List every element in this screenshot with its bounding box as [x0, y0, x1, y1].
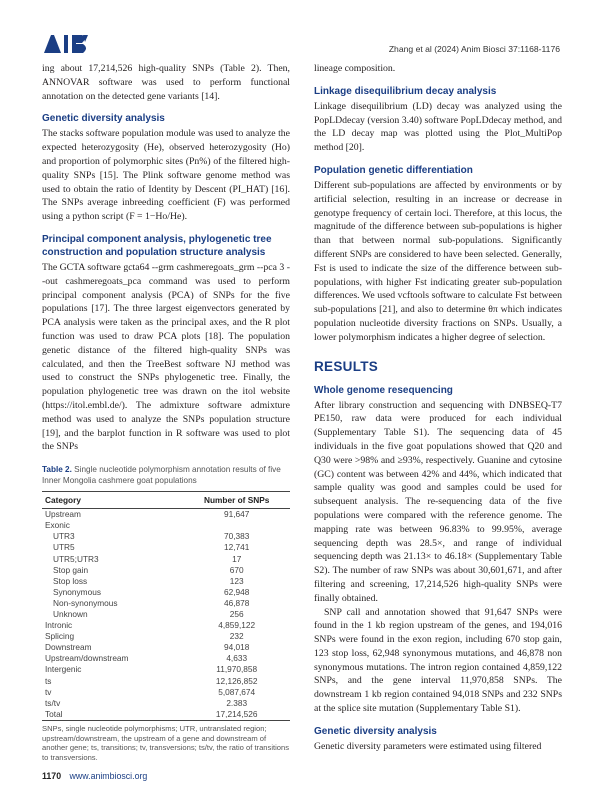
table-caption [42, 465, 290, 486]
ld-decay-paragraph: Linkage disequilibrium (LD) decay was analyzed using the PopLDdecay (version 3.40) software PopLDdecay method, and the LD decay map was plotted using the Plot_MultiPop method [20]. [314, 100, 563, 154]
table-cell-category: ts [45, 675, 52, 686]
table-row [42, 676, 290, 687]
pca-paragraph: The GCTA software gcta64 --grm cashmeregoats_grm --pca 3 --out cashmeregoats_pca command was used to perform principal component analysis (PCA) of SNPs for the five populations [17]. The three largest eigenvectors generated by PCA analysis were taken as the principal axes, and the R plot function was used to draw PCA plots [18]. The population genetic distance of the filtered high-quality SNPs was calculated, and then the TreeBest software NJ method was used to construct the SNPs phylogenetic tree. Finally, the population phylogenetic tree was drawn on the itol website (https://itol.embl.de/). The admixture software admixture method was used to analyze the SNPs population structure [19], and the barplot function in R software was used to plot the SNPs [42, 261, 290, 453]
table-cell-value: 70,383 [224, 531, 250, 542]
table-row [42, 664, 290, 675]
table-cell-category: Splicing [45, 631, 75, 642]
section-heading-pca: Principal component analysis, phylogenetic tree construction and population structure analysis [42, 233, 272, 258]
table-cell-category: Synonymous [53, 586, 101, 597]
table-cell-category: UTR5;UTR3 [53, 553, 99, 564]
table-row [42, 687, 290, 698]
section-heading-ld-decay: Linkage disequilibrium decay analysis [314, 85, 497, 97]
table-row [42, 709, 290, 721]
table-cell-value: 62,948 [224, 586, 250, 597]
table-row [42, 620, 290, 631]
column-header-number: Number of SNPs [180, 492, 290, 509]
table-cell-category: tv [45, 686, 52, 697]
page-number: 1170 [42, 771, 62, 781]
table-cell-value: 11,970,858 [216, 664, 258, 675]
table-row [42, 587, 290, 598]
page-footer [42, 771, 147, 781]
table-cell-category: Exonic [45, 520, 70, 531]
table-cell-value: 256 [229, 608, 244, 619]
table-cell-category: Upstream [45, 509, 81, 520]
table-cell-value: 12,126,852 [215, 675, 258, 686]
table-cell-value: 94,018 [224, 642, 250, 653]
table-cell-category: Unknown [53, 608, 88, 619]
resequencing-paragraph-1: After library construction and sequencing with DNBSEQ-T7 PE150, raw data were produced for each individual (Supplementary Table S1). The sequencing data of 45 individuals in the five goat populations showed that Q20 and Q30 were >98% and ≥93%, respectively. Guanine and cytosine (GC) content was between 42% and 44%, which indicated that sample quality was good and samples could be used for subsequent analysis. The re-sequencing data of the five populations were compared with the reference genome. The mapping rate was between 96.83% to 99.95%, average sequencing depth was 28.5×, and range of individual sequencing depth was 21.13× to 46.18× (Supplementary Table S2). The number of raw SNPs was about 30,601,671, and after filtering and screening, 17,214,526 high-quality SNPs were finally obtained. [314, 399, 562, 604]
article-citation: Zhang et al (2024) Anim Biosci 37:1168-1176 [388, 44, 560, 54]
table-cell-category: Total [42, 709, 180, 721]
table-cell-value: 123 [229, 575, 244, 586]
table-cell-value: 12,741 [224, 542, 250, 553]
section-heading-differentiation: Population genetic differentiation [314, 164, 473, 176]
table-row [42, 542, 290, 553]
table-cell-value: 17 [232, 553, 242, 564]
table-cell-value: 232 [229, 631, 244, 642]
table-body [42, 509, 290, 721]
table-row [42, 609, 290, 620]
table-row [42, 509, 290, 521]
table-cell-category: Non-synonymous [53, 597, 118, 608]
section-heading-genetic-diversity: Genetic diversity analysis [42, 113, 165, 125]
left-column [42, 62, 290, 762]
continuation-paragraph: lineage composition. [314, 63, 396, 74]
table-row [42, 631, 290, 642]
table-cell-value: 91,647 [224, 509, 250, 520]
right-column [314, 62, 562, 754]
table-row [42, 598, 290, 609]
table-row [42, 520, 290, 531]
table-cell-value: 670 [229, 564, 244, 575]
table-row [42, 565, 290, 576]
table-header-row [42, 492, 290, 509]
table-cell-value [180, 520, 290, 531]
snp-annotation-table [42, 491, 290, 721]
table-caption-text: Single nucleotide polymorphism annotation results of five Inner Mongolia cashmere goat populations [42, 465, 281, 485]
genetic-diversity-results-paragraph: Genetic diversity parameters were estimated using filtered [314, 740, 542, 752]
table-cell-value: 4,859,122 [218, 620, 256, 631]
table-cell-category: Upstream/downstream [45, 653, 129, 664]
table-row [42, 576, 290, 587]
table-row [42, 698, 290, 709]
table-row [42, 554, 290, 565]
table-cell-value: 2.383 [226, 697, 248, 708]
table-cell-value: 5,087,674 [218, 686, 256, 697]
differentiation-paragraph: Different sub-populations are affected by environments or by artificial selection, resulting in an increase or decrease in genotype frequency of certain loci. Therefore, at this locus, the magnitude of the difference between sub-populations is higher than that between normal sub-populations. Significantly different SNPs are considered to have been selected. Generally, Fst is used to indicate the size of the difference between sub-populations, with higher Fst indicating greater sub-population differences. We used vcftools software to calculate Fst between sub-populations [21], and also to determine θπ which indicates population nucleotide diversity fractions on SNPs. Usually, a lower polymorphism indicates a higher degree of selection. [314, 179, 562, 343]
table-row [42, 653, 290, 664]
table-cell-category: UTR5 [53, 542, 75, 553]
table-cell-category: UTR3 [53, 531, 75, 542]
resequencing-paragraph-2: SNP call and annotation showed that 91,647 SNPs were found in the 1 kb region upstream of the genes, and 194,016 SNPs were found in the exon region, including 670 stop gain, 123 stop loss, 62,948 synonymous mutations, and 46,878 non synonymous mutations. The intron region contained 4,859,122 SNPs, and the gene interval 11,970,858 SNPs. The downstream 1 kb region contained 94,018 SNPs and 232 SNPs at the splice site mutation (Supplementary Table S1). [314, 606, 562, 715]
table-row [42, 531, 290, 542]
table-cell-category: Stop loss [53, 575, 88, 586]
table-row [42, 642, 290, 653]
table-label: Table 2. [42, 465, 72, 475]
section-heading-resequencing: Whole genome resequencing [314, 384, 453, 396]
intro-paragraph: ing about 17,214,526 high-quality SNPs (Table 2). Then, ANNOVAR software was used to perform functional annotation on the detected gene variants [14]. [42, 63, 290, 102]
table-cell-category: Downstream [45, 642, 92, 653]
table-cell-value: 17,214,526 [180, 709, 290, 721]
table-cell-category: Intronic [45, 620, 73, 631]
results-heading: RESULTS [314, 358, 379, 374]
table-cell-category: Intergenic [45, 664, 82, 675]
table-cell-category: Stop gain [53, 564, 89, 575]
table-cell-value: 46,878 [224, 597, 250, 608]
column-header-category: Category [42, 492, 180, 509]
table-cell-category: ts/tv [45, 697, 61, 708]
section-heading-genetic-diversity-results: Genetic diversity analysis [314, 725, 437, 737]
table-cell-value: 4,633 [226, 653, 248, 664]
journal-url-link[interactable]: www.animbiosci.org [69, 771, 148, 781]
journal-logo-icon [42, 33, 90, 55]
genetic-diversity-paragraph: The stacks software population module was used to analyze the expected heterozygosity (He), observed heterozygosity (Ho) and proportion of polymorphic sites (Pn%) of the filtered high-quality SNPs [15]. The Plink software genome method was used to obtain the ratio of Identity by Descent (PI_HAT) [16]. The SNPs average inbreeding coefficient (F) was performed using a python script (F = 1−Ho/He). [42, 128, 290, 223]
table-footnote: SNPs, single nucleotide polymorphisms; UTR, untranslated region; upstream/downstream, the upstream of a gene and downstream of another gene; ts, transitions; tv, transversions; ts/tv, the ratio of transitions to transversions. [42, 723, 290, 762]
